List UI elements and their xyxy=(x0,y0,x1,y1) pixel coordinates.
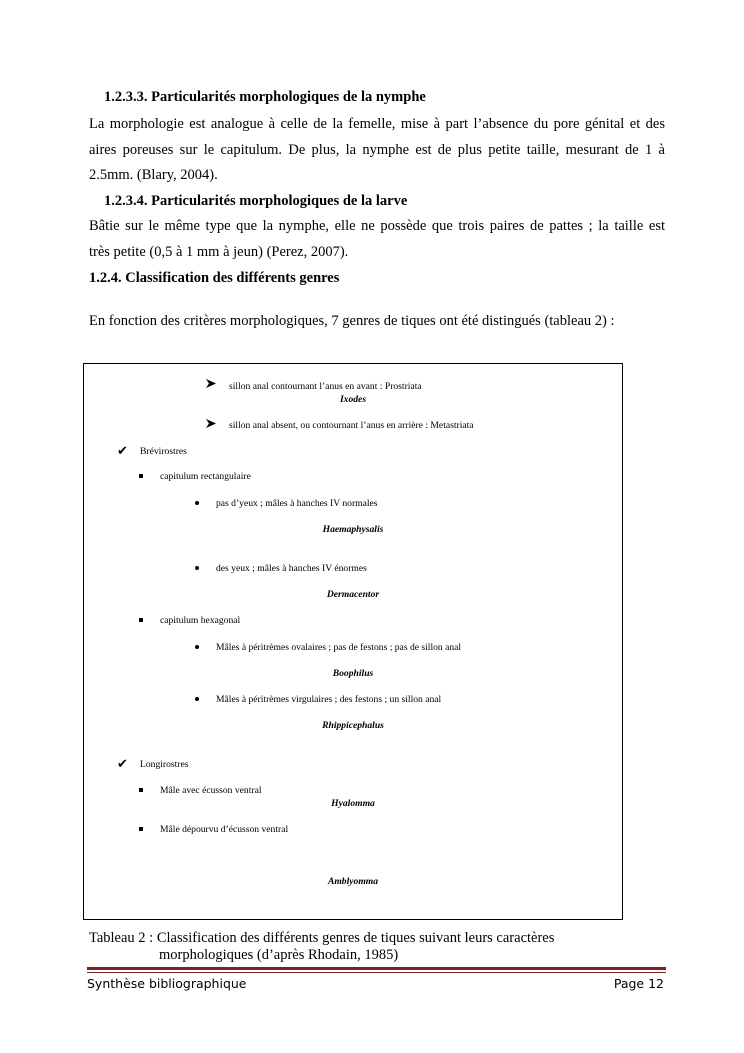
footer-rule-thin xyxy=(87,972,666,973)
classification-table xyxy=(83,363,623,920)
table-caption-line-1: Tableau 2 : Classification des différents genres de tiques suivant leurs caractères xyxy=(89,930,555,946)
genus-boophilus: Boophilus xyxy=(332,668,374,679)
criterion-peritremes-virgulaires: Mâles à péritrèmes virgulaires ; des festons ; un sillon anal xyxy=(216,694,442,705)
square-bullet-icon xyxy=(139,474,143,478)
nymph-paragraph-line-1: La morphologie est analogue à celle de la femelle, mise à part l’absence du pore génital et des xyxy=(89,116,665,132)
round-bullet-icon xyxy=(195,645,199,649)
footer-rule-thick xyxy=(87,967,666,970)
classification-heading: 1.2.4. Classification des différents genres xyxy=(89,270,340,286)
footer-section-name: Synthèse bibliographique xyxy=(87,976,247,991)
genus-hyalomma: Hyalomma xyxy=(331,798,375,809)
criterion-male-depourvu-ecusson: Mâle dépourvu d’écusson ventral xyxy=(160,824,289,835)
nymph-heading: 1.2.3.3. Particularités morphologiques de la nymphe xyxy=(104,89,426,105)
larva-paragraph-line-1: Bâtie sur le même type que la nymphe, elle ne possède que trois paires de pattes ; la taille est xyxy=(89,218,665,234)
group-longirostres: Longirostres xyxy=(140,759,189,770)
genus-ixodes: Ixodes xyxy=(339,394,367,405)
checkmark-icon: ✔ xyxy=(117,444,128,459)
subgroup-capitulum-rectangulaire: capitulum rectangulaire xyxy=(160,471,251,482)
footer-page-number: Page 12 xyxy=(613,976,664,991)
classification-intro: En fonction des critères morphologiques, 7 genres de tiques ont été distingués (tableau 2) : xyxy=(89,313,615,329)
classification-row-prostriata: sillon anal contournant l’anus en avant : Prostriata xyxy=(229,381,422,392)
round-bullet-icon xyxy=(195,501,199,505)
round-bullet-icon xyxy=(195,697,199,701)
group-brevirostres: Brévirostres xyxy=(140,446,187,457)
genus-haemaphysalis: Haemaphysalis xyxy=(322,524,384,535)
criterion-male-avec-ecusson: Mâle avec écusson ventral xyxy=(160,785,262,796)
square-bullet-icon xyxy=(139,827,143,831)
square-bullet-icon xyxy=(139,618,143,622)
larva-paragraph-line-2: très petite (0,5 à 1 mm à jeun) (Perez, 2007). xyxy=(89,244,349,260)
checkmark-icon: ✔ xyxy=(117,757,128,772)
arrow-bullet-icon xyxy=(206,379,216,391)
genus-dermacentor: Dermacentor xyxy=(326,589,380,600)
nymph-paragraph-line-2: aires poreuses sur le capitulum. De plus, la nymphe est de plus petite taille, mesurant de 1 à xyxy=(89,142,665,158)
genus-rhippicephalus: Rhippicephalus xyxy=(322,720,384,731)
larva-heading: 1.2.3.4. Particularités morphologiques de la larve xyxy=(104,193,408,209)
subgroup-capitulum-hexagonal: capitulum hexagonal xyxy=(160,615,241,626)
criterion-peritremes-ovalaires: Mâles à péritrèmes ovalaires ; pas de festons ; pas de sillon anal xyxy=(216,642,462,653)
nymph-paragraph-line-3: 2.5mm. (Blary, 2004). xyxy=(89,167,218,183)
criterion-pas-yeux: pas d’yeux ; mâles à hanches IV normales xyxy=(216,498,378,509)
square-bullet-icon xyxy=(139,788,143,792)
arrow-bullet-icon xyxy=(206,419,216,431)
criterion-des-yeux: des yeux ; mâles à hanches IV énormes xyxy=(216,563,367,574)
table-caption-line-2: morphologiques (d’après Rhodain, 1985) xyxy=(159,947,399,963)
genus-amblyomma: Amblyomma xyxy=(327,876,379,887)
round-bullet-icon xyxy=(195,566,199,570)
classification-row-metastriata: sillon anal absent, ou contournant l’anus en arrière : Metastriata xyxy=(229,420,474,431)
